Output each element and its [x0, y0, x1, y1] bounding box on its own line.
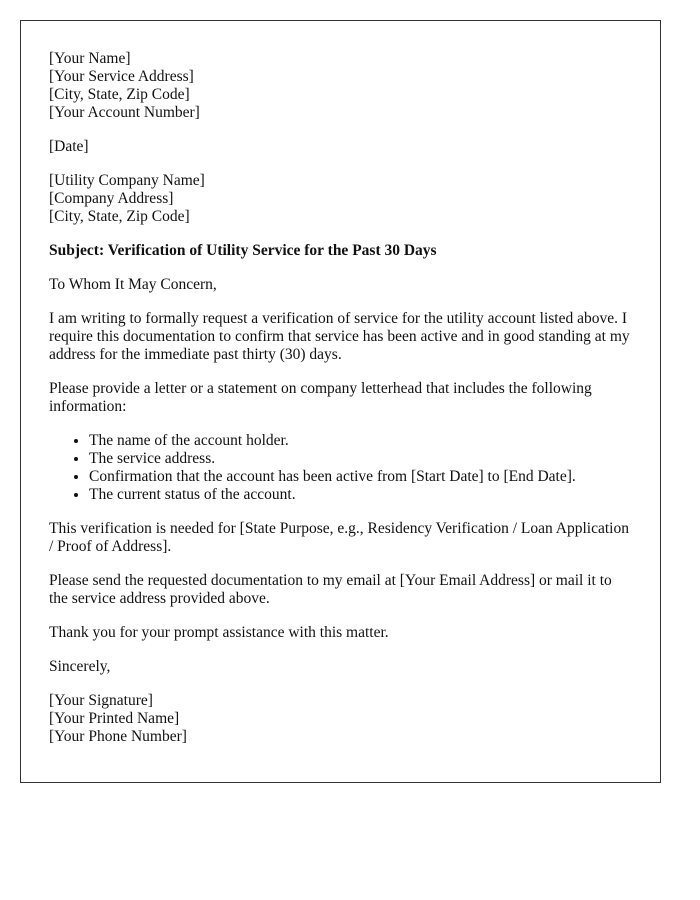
required-info-list	[49, 432, 632, 504]
sender-account-number: [Your Account Number]	[49, 104, 200, 121]
salutation: To Whom It May Concern,	[49, 276, 217, 293]
signature: [Your Signature]	[49, 692, 153, 709]
subject-line: Subject: Verification of Utility Service for the Past 30 Days	[49, 242, 437, 259]
list-item: • The name of the account holder.	[89, 432, 632, 450]
letter-container	[20, 20, 661, 783]
recipient-company-address: [Company Address]	[49, 190, 174, 207]
date-block	[49, 138, 632, 156]
closing: Sincerely,	[49, 658, 111, 675]
list-item: • The service address.	[89, 450, 632, 468]
sender-city-state-zip: [City, State, Zip Code]	[49, 86, 190, 103]
list-item: • Confirmation that the account has been active from [Start Date] to [End Date].	[89, 468, 632, 486]
sender-name: [Your Name]	[49, 50, 131, 67]
recipient-company-name: [Utility Company Name]	[49, 172, 205, 189]
paragraph-purpose: This verification is needed for [State Purpose, e.g., Residency Verification / Loan Application / Proof of Address].	[49, 520, 629, 555]
recipient-city-state-zip: [City, State, Zip Code]	[49, 208, 190, 225]
paragraph-thanks: Thank you for your prompt assistance with this matter.	[49, 624, 389, 641]
list-item: • The current status of the account.	[89, 486, 632, 504]
paragraph-request: I am writing to formally request a verification of service for the utility account listed above. I require this documentation to confirm that service has been active and in good standing at my address for the immediate past thirty (30) days.	[49, 310, 630, 363]
recipient-address-block	[49, 172, 632, 226]
signature-block	[49, 692, 632, 746]
printed-name: [Your Printed Name]	[49, 710, 180, 727]
sender-address-block	[49, 50, 632, 122]
phone-number: [Your Phone Number]	[49, 728, 187, 745]
paragraph-delivery: Please send the requested documentation to my email at [Your Email Address] or mail it to the service address provided above.	[49, 572, 612, 607]
paragraph-provide-info: Please provide a letter or a statement on company letterhead that includes the following information:	[49, 380, 592, 415]
letter-date: [Date]	[49, 138, 89, 155]
sender-service-address: [Your Service Address]	[49, 68, 194, 85]
